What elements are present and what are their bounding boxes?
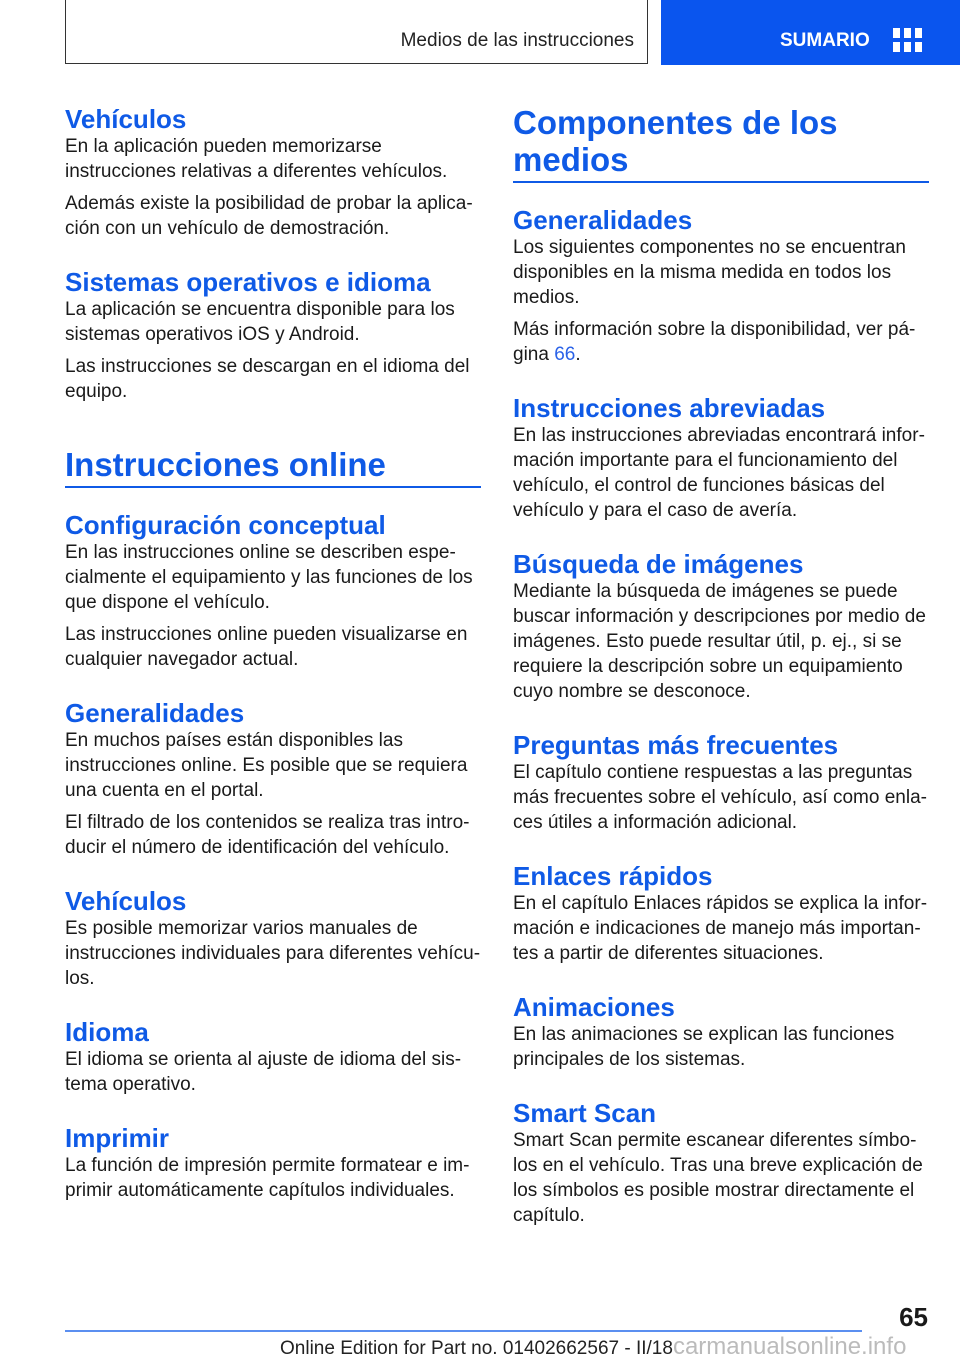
- section: [65, 886, 481, 991]
- paragraph: En la aplicación pueden memorizarse instrucciones relativas a diferentes vehículos.: [65, 136, 448, 182]
- paragraph: Las instrucciones se descargan en el idioma del equipo.: [65, 356, 470, 402]
- section: [65, 104, 481, 241]
- paragraph: En muchos países están disponibles las instrucciones online. Es posible que se requiera una cuenta en el portal.: [65, 730, 468, 801]
- page-link[interactable]: 66: [554, 344, 576, 365]
- paragraph: Mediante la búsqueda de imágenes se puede buscar información y descripciones por medio de imágenes. Esto puede resultar útil, p. ej., si se requiere la descripción sobre un equipamiento cuyo nombre se desconoce.: [513, 581, 926, 702]
- header-section-box: [65, 0, 648, 64]
- section: [65, 1123, 481, 1203]
- section: [65, 698, 481, 860]
- section: [513, 104, 929, 183]
- section-title: Medios de las instrucciones: [400, 30, 634, 51]
- paragraph: En las instrucciones online se describen especialmente el equipamiento y las funciones de los que dispone el vehículo.: [65, 542, 473, 613]
- section: [513, 992, 929, 1072]
- section-heading: Instrucciones abreviadas: [513, 393, 826, 423]
- section: [65, 267, 481, 404]
- section-heading: Generalidades: [513, 205, 693, 235]
- paragraph: Es posible memorizar varios manuales de instrucciones individuales para diferentes vehículos.: [65, 918, 481, 989]
- section: [513, 393, 929, 523]
- section: [513, 861, 929, 966]
- section-heading: Enlaces rápidos: [513, 861, 713, 891]
- page-number: 65: [899, 1302, 928, 1332]
- sumario-label: SUMARIO: [780, 30, 870, 51]
- section-heading: Smart Scan: [513, 1098, 657, 1128]
- chapter-title: Instrucciones online: [65, 446, 481, 488]
- paragraph: Las instrucciones online pueden visualizarse en cualquier navegador actual.: [65, 624, 468, 670]
- section: [513, 549, 929, 704]
- paragraph: En las animaciones se explican las funciones principales de los sistemas.: [513, 1024, 895, 1070]
- section: [513, 1098, 929, 1228]
- grid-icon[interactable]: [893, 28, 923, 53]
- paragraph-with-link: [513, 317, 929, 367]
- section-heading: Imprimir: [65, 1123, 170, 1153]
- section: [65, 510, 481, 672]
- section-heading: Vehículos: [65, 886, 187, 916]
- paragraph: El idioma se orienta al ajuste de idioma del sistema operativo.: [65, 1049, 462, 1095]
- left-column: [65, 104, 481, 1210]
- paragraph: Los siguientes componentes no se encuentran disponibles en la misma medida en todos los medios.: [513, 237, 906, 308]
- chapter-title: Componentes de los medios: [513, 104, 929, 183]
- paragraph: Además existe la posibilidad de probar la aplicación con un vehículo de demostración.: [65, 193, 473, 239]
- section-heading: Búsqueda de imágenes: [513, 549, 804, 579]
- edition-text: Online Edition for Part no. 01402662567 - II/18: [280, 1338, 673, 1359]
- section-heading: Vehículos: [65, 104, 187, 134]
- paragraph: Smart Scan permite escanear diferentes símbolos en el vehículo. Tras una breve explicación de los símbolos es posible mostrar directamente el capítulo.: [513, 1130, 923, 1226]
- paragraph: En las instrucciones abreviadas encontrará información importante para el funcionamiento del vehículo, el control de funciones básicas del vehículo y para el caso de avería.: [513, 425, 925, 521]
- watermark: carmanualsonline.info: [672, 1333, 907, 1360]
- section-heading: Animaciones: [513, 992, 675, 1022]
- section-heading: Generalidades: [65, 698, 245, 728]
- right-column: [513, 104, 929, 1235]
- section-heading: Configuración conceptual: [65, 510, 386, 540]
- footer-divider: [65, 1330, 862, 1332]
- section: [65, 446, 481, 488]
- paragraph: La aplicación se encuentra disponible para los sistemas operativos iOS y Android.: [65, 299, 455, 345]
- paragraph: El capítulo contiene respuestas a las preguntas más frecuentes sobre el vehículo, así como enlaces útiles a información adicional.: [513, 762, 927, 833]
- paragraph: El filtrado de los contenidos se realiza tras introducir el número de identificación del vehículo.: [65, 812, 470, 858]
- section: [513, 730, 929, 835]
- section-heading: Preguntas más frecuentes: [513, 730, 839, 760]
- text: Más información sobre la disponibilidad, ver página: [513, 319, 916, 365]
- footer-edition: [280, 1333, 906, 1361]
- paragraph: En el capítulo Enlaces rápidos se explica la información e indicaciones de manejo más importantes a partir de diferentes situaciones.: [513, 893, 928, 964]
- section: [65, 1017, 481, 1097]
- paragraph: La función de impresión permite formatear e imprimir automáticamente capítulos individuales.: [65, 1155, 470, 1201]
- text: .: [575, 344, 581, 365]
- section: [513, 205, 929, 367]
- section-heading: Sistemas operativos e idioma: [65, 267, 431, 297]
- section-heading: Idioma: [65, 1017, 149, 1047]
